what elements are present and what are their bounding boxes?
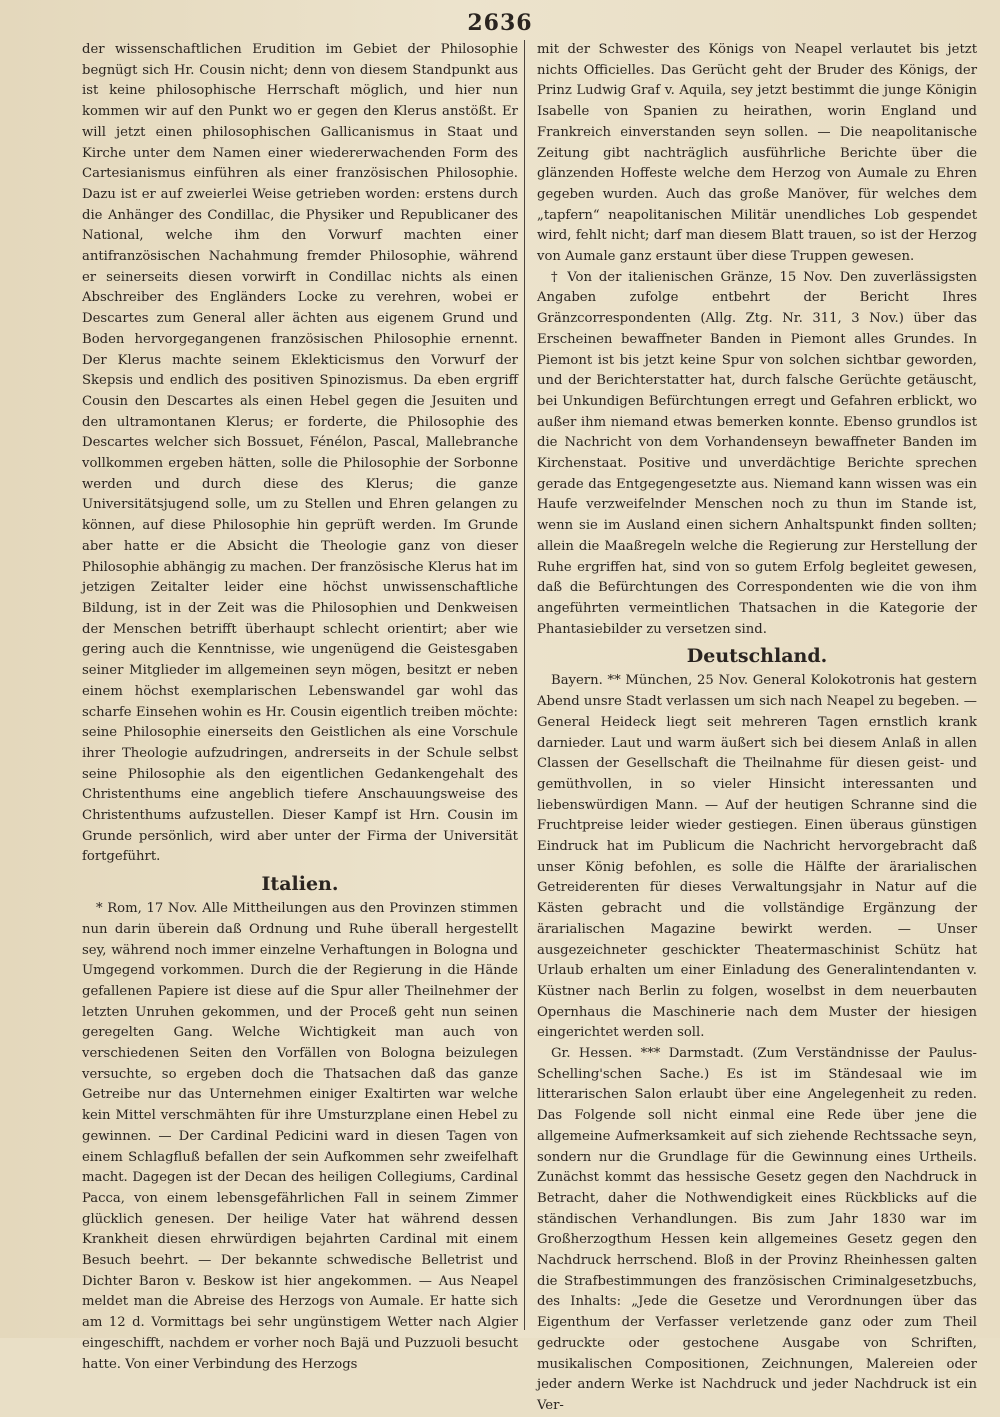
left-column [82,40,518,1375]
italienische-graenze-article-text: † Von der italienischen Gränze, 15 Nov. Den zuverlässigsten Angaben zufolge entbehrt der Bericht Ihres Gränzcorrespondenten (Allg. Ztg. Nr. 311, 3 Nov.) über das Erscheinen bewaffneter Banden in Piemont alles Grundes. In Piemont ist bis jetzt keine Spur von solchen sichtbar geworden, und der Berichterstatter hat, durch falsche Gerüchte getäuscht, bei Unkundigen Befürchtungen erregt und Gefahren erblickt, wo außer ihm niemand etwas bemerken konnte. Ebenso grundlos ist die Nachricht von dem Vorhandenseyn bewaffneter Banden im Kirchenstaat. Positive und unverdächtige Berichte sprechen gerade das Entgegengesetzte aus. Niemand kann wissen was ein Haufe verzweifelnder Menschen noch zu thun im Stande ist, wenn sie im Ausland einen sichern Anhaltspunkt finden sollten; allein die Maaßregeln welche die Regierung zur Herstellung der Ruhe ergriffen hat, sind von so gutem Erfolg begleitet gewesen, daß die Befürchtungen des Correspondenten wie die von ihm angeführten vermeintlichen Thatsachen in die Kategorie der Phantasiebilder zu versetzen sind. [537,269,977,637]
bayern-muenchen-article-text: Bayern. ** München, 25 Nov. General Kolokotronis hat gestern Abend unsre Stadt verlassen um sich nach Neapel zu begeben. — General Heideck liegt seit mehreren Tagen ernstlich krank darnieder. Laut und warm äußert sich bei diesem Anlaß in allen Classen der Gesellschaft die Theilnahme für diesen geist- und gemüthvollen, in so vieler Hinsicht interessanten und liebenswürdigen Mann. — Auf der heutigen Schranne sind die Fruchtpreise leider wieder gestiegen. Einen überaus günstigen Eindruck hat im Publicum die Nachricht hervorgebracht daß unser König befohlen, es solle die Hälfte der ärarialischen Getreiderenten für dieses Verwaltungsjahr in Natur auf die Kästen gebracht und die vollständige Ergänzung der ärarialischen Magazine bewirkt werden. — Unser ausgezeichneter geschickter Theatermaschinist Schütz hat Urlaub erhalten um einer Einladung des Generalintendanten v. Küstner nach Berlin zu folgen, woselbst in dem neuerbauten Opernhaus die Maschinerie nach dem Muster der hiesigen eingerichtet werden soll. [537,673,977,1041]
neapel-article-text: mit der Schwester des Königs von Neapel verlautet bis jetzt nichts Officielles. Das Gerücht geht der Bruder des Königs, der Prinz Ludwig Graf v. Aquila, sey jetzt bestimmt die junge Königin Isabelle von Spanien zu heirathen, worin England und Frankreich einverstanden seyn sollen. — Die neapolitanische Zeitung gibt nachträglich ausführliche Berichte über die glänzenden Hoffeste welche dem Herzog von Aumale zu Ehren gegeben wurden. Auch das große Manöver, für welches dem „tapfern“ neapolitanischen Militär unendliches Lob gespendet wird, fehlt nicht; darf man diesem Blatt trauen, so ist der Herzog von Aumale ganz erstaunt über diese Truppen gewesen. [537,42,977,265]
right-column [537,40,977,1417]
column-divider [524,40,525,1330]
rom-article-text: * Rom, 17 Nov. Alle Mittheilungen aus den Provinzen stimmen nun darin überein daß Ordnung und Ruhe überall hergestellt sey, während noch immer einzelne Verhaftungen in Bologna und Umgegend vorkommen. Durch die der Regierung in die Hände gefallenen Papiere ist diese auf die Spur aller Theilnehmer der letzten Unruhen gekommen, und der Proceß geht nun seinen geregelten Gang. Welche Wichtigkeit man auch von verschiedenen Seiten den Vorfällen von Bologna beizulegen versuchte, so ergeben doch die Thatsachen daß das ganze Getreibe nur das Unternehmen einiger Exaltirten war welche kein Mittel verschmähten für ihre Umsturzplane einen Hebel zu gewinnen. — Der Cardinal Pedicini ward in diesen Tagen von einem Schlagfluß befallen der sein Aufkommen sehr zweifelhaft macht. Dagegen ist der Decan des heiligen Collegiums, Cardinal Pacca, von einem lebensgefährlichen Fall in seinem Zimmer glücklich genesen. Der heilige Vater hat während dessen Krankheit diesen ehrwürdigen bejahrten Cardinal mit einem Besuch beehrt. — Der bekannte schwedische Belletrist und Dichter Baron v. Beskow ist hier angekommen. — Aus Neapel meldet man die Abreise des Herzogs von Aumale. Er hatte sich am 12 d. Vormittags bei sehr ungünstigem Wetter nach Algier eingeschifft, nachdem er vorher noch Bajä und Puzzuoli besucht hatte. Von einer Verbindung des Herzogs [82,901,518,1372]
page-number: 2636 [467,10,533,36]
cousin-article-text: der wissenschaftlichen Erudition im Gebiet der Philosophie begnügt sich Hr. Cousin nicht; denn von diesem Standpunkt aus ist keine philosophische Herrschaft möglich, und hier nun kommen wir auf den Punkt wo er gegen den Klerus anstößt. Er will jetzt einen philosophischen Gallicanismus in Staat und Kirche unter dem Namen einer wiedererwachenden Form des Cartesianismus einführen als einer französischen Philosophie. Dazu ist er auf zweierlei Weise getrieben worden: erstens durch die Anhänger des Condillac, die Physiker und Republicaner des National, welche ihm den Vorwurf machten einer antifranzösischen Nachahmung fremder Philosophie, während er seinerseits diesen vorwirft in Condillac nichts als einen Abschreiber des Engländers Locke zu verehren, wobei er Descartes zum General aller ächten aus eigenem Grund und Boden hervorgegangenen französischen Philosophie ernennt. Der Klerus machte seinem Eklekticismus den Vorwurf der Skepsis und endlich des positiven Spinozismus. Da eben ergriff Cousin den Descartes als einen Hebel gegen die Jesuiten und den ultramontanen Klerus; er forderte, die Philosophie des Descartes welcher sich Bossuet, Fénélon, Pascal, Mallebranche vollkommen ergeben hätten, solle die Philosophie der Sorbonne werden und durch diese des Klerus; die ganze Universitätsjugend solle, um zu Stellen und Ehren gelangen zu können, auf diese Philosophie hin geprüft werden. Im Grunde aber hatte er die Absicht die Theologie ganz von dieser Philosophie abhängig zu machen. Der französische Klerus hat im jetzigen Zeitalter leider eine höchst unwissenschaftliche Bildung, ist in der Zeit was die Philosophien und Denkweisen der Menschen betrifft überhaupt schlecht orientirt; aber wie gering auch die Kenntnisse, wie ungenügend die Geistesgaben seiner Mitglieder im allgemeinen seyn mögen, besitzt er neben einem höchst exemplarischen Lebenswandel gar wohl das scharfe Einsehen wohin es Hr. Cousin eigentlich treiben möchte: seine Philosophie einerseits den Geistlichen als eine Vorschule ihrer Theologie aufzudringen, andrerseits in der Schule selbst seine Philosophie als den eigentlichen Gedankengehalt des Christenthums eine angeblich tiefere Anschauungsweise des Christenthums aufzustellen. Dieser Kampf ist Hrn. Cousin im Grunde persönlich, wird aber unter der Firma der Universität fortgeführt. [82,42,518,865]
hessen-darmstadt-article-text: Gr. Hessen. *** Darmstadt. (Zum Verständnisse der Paulus-Schelling'schen Sache.) Es ist im Ständesaal wie im litterarischen Salon erlaubt über eine Angelegenheit zu reden. Das Folgende soll nicht einmal eine Rede über jene die allgemeine Aufmerksamkeit auf sich ziehende Rechtssache seyn, sondern nur die Grundlage für die Gewinnung eines Urtheils. Zunächst kommt das hessische Gesetz gegen den Nachdruck in Betracht, daher die Nothwendigkeit eines Rückblicks auf die ständischen Verhandlungen. Bis zum Jahr 1830 war im Großherzogthum Hessen kein allgemeines Gesetz gegen den Nachdruck herrschend. Bloß in der Provinz Rheinhessen galten die Strafbestimmungen des französischen Criminalgesetzbuchs, des Inhalts: „Jede die Gesetze und Verordnungen über das Eigenthum der Verfasser verletzende ganz oder zum Theil gedruckte oder gestochene Ausgabe von Schriften, musikalischen Compositionen, Zeichnungen, Malereien oder jeder andern Werke ist Nachdruck und jeder Nachdruck ist ein Ver- [537,1046,977,1413]
section-heading-italien: Italien. [261,873,339,896]
section-heading-deutschland: Deutschland. [686,645,828,668]
